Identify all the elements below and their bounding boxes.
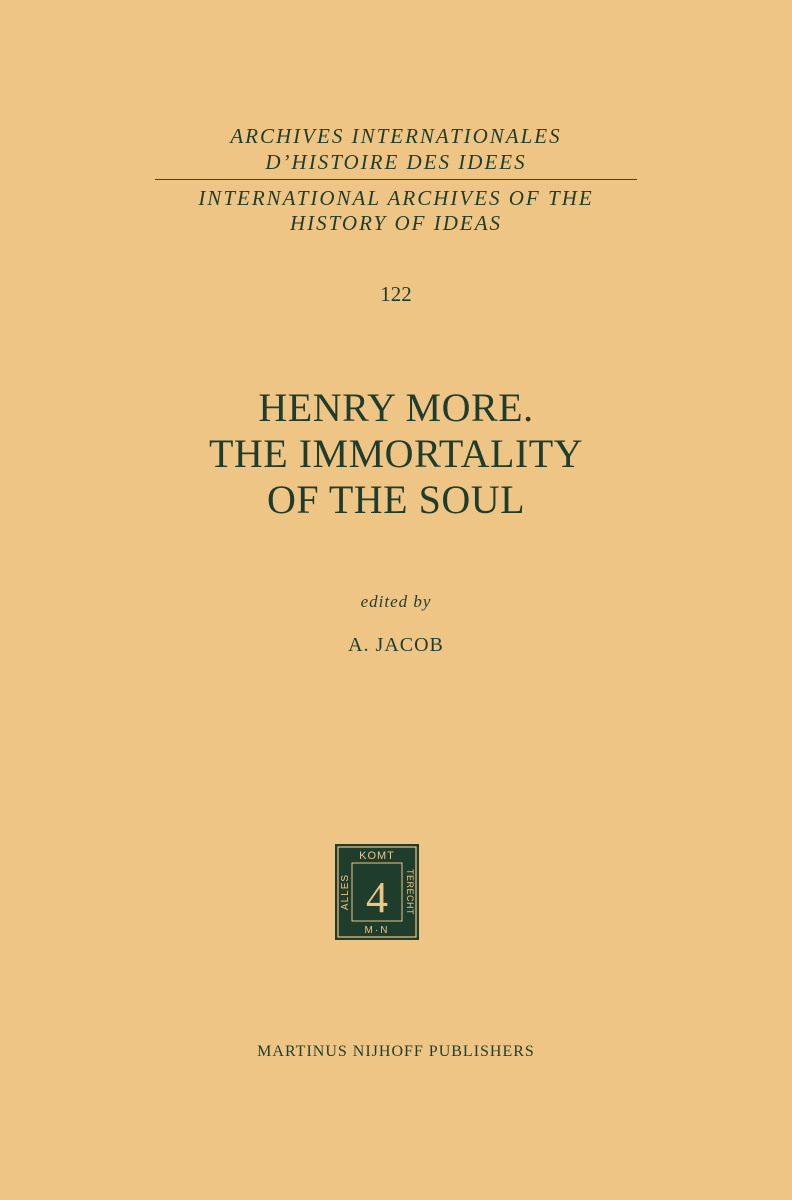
- book-title-line3: OF THE SOUL: [266, 477, 526, 522]
- volume-number: 122: [380, 282, 412, 306]
- series-title-english-line2: HISTORY OF IDEAS: [289, 211, 503, 235]
- logo-text-left: ALLES: [340, 873, 351, 911]
- book-title-line2: THE IMMORTALITY: [208, 431, 584, 476]
- publisher-logo: [335, 844, 419, 940]
- edited-by-label: edited by: [360, 592, 432, 611]
- series-divider: [155, 179, 637, 180]
- logo-text-right: TERECHT: [405, 869, 415, 915]
- series-title-french-line1: ARCHIVES INTERNATIONALES: [230, 124, 562, 148]
- series-title-french-line2: D’HISTOIRE DES IDEES: [265, 150, 527, 174]
- editor-name: A. JACOB: [348, 634, 444, 656]
- logo-text-top: KOMT: [359, 850, 395, 862]
- logo-numeral: 4: [366, 873, 388, 922]
- book-title-line1: HENRY MORE.: [258, 385, 534, 430]
- series-title-english-line1: INTERNATIONAL ARCHIVES OF THE: [198, 186, 594, 210]
- publisher-name: MARTINUS NIJHOFF PUBLISHERS: [257, 1043, 535, 1060]
- logo-text-bottom: M·N: [364, 925, 390, 936]
